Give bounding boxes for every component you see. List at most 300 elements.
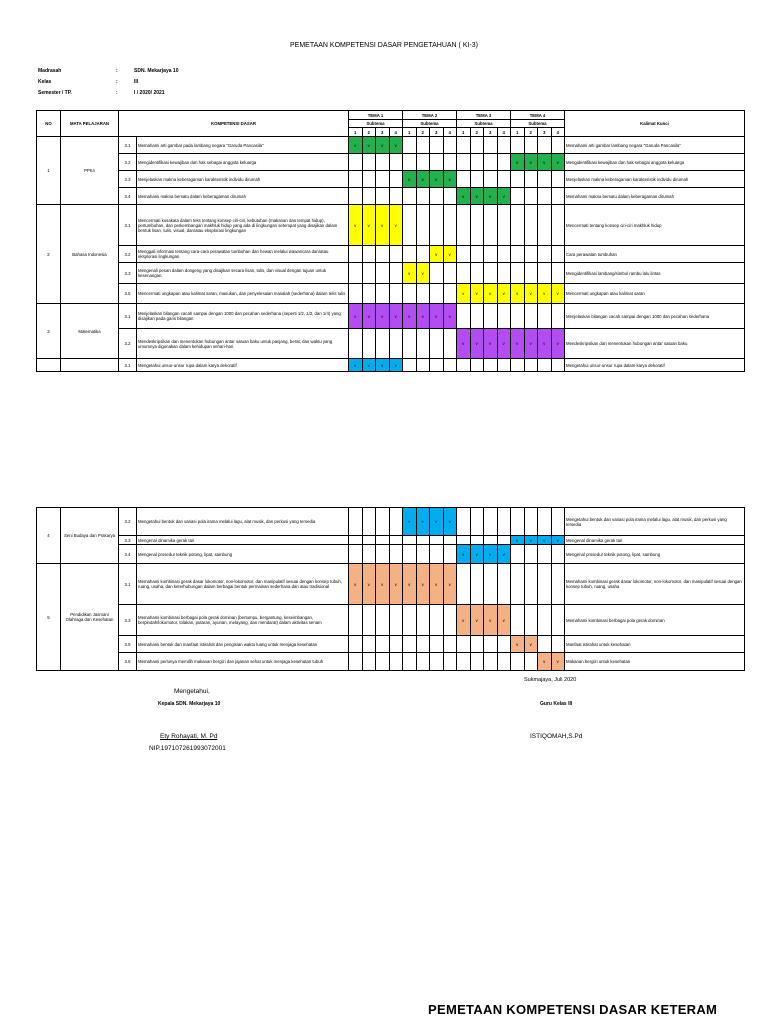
kd-code: 3.6 [119,653,137,671]
empty-cell [538,359,552,372]
empty-cell [349,188,363,205]
check-cell: v [376,205,390,246]
info-value: III [134,79,139,85]
info-semester [38,90,338,97]
empty-cell [416,605,430,636]
check-cell: v [416,508,430,536]
kalimat-kunci-text: Menjelaskan bilangan cacah sampai dengan 1000 dan pecahan sederhana [565,304,745,329]
kalimat-kunci-text: Manfaat istirahat untuk kesehatan [565,636,745,653]
check-cell: v [362,205,376,246]
check-cell: v [376,137,390,154]
empty-cell [389,188,403,205]
kd-text: Memahami kombinasi berbagai pola gerak dominan (bertumpu, bergantung, keseimbangan, berpindah/lokomotor, tolakan, putaran, ayunan, melayang, dan mendarat) dalam aktivitas senam [137,605,349,636]
info-value: I / 2020/ 2021 [134,90,165,96]
empty-cell [349,536,363,545]
empty-cell [416,359,430,372]
empty-cell [376,545,390,564]
check-cell: v [403,508,417,536]
check-cell: v [497,329,511,359]
kalimat-kunci-text: Memahami kombinasi berbagai pola gerak dominan [565,605,745,636]
check-cell: v [457,284,471,304]
empty-cell [430,636,444,653]
check-cell: v [376,564,390,605]
empty-cell [470,154,484,171]
empty-cell [524,359,538,372]
empty-cell [551,564,565,605]
check-cell: v [430,508,444,536]
empty-cell [524,605,538,636]
empty-cell [538,205,552,246]
check-cell: v [511,329,525,359]
empty-cell [349,508,363,536]
empty-cell [349,329,363,359]
empty-cell [416,284,430,304]
subject-name: PPKn [61,137,119,205]
empty-cell [362,605,376,636]
empty-cell [538,137,552,154]
header-subtema-number: 3 [538,128,552,137]
check-cell: v [416,263,430,284]
check-cell: v [376,304,390,329]
kd-code: 3.4 [119,545,137,564]
empty-cell [349,263,363,284]
check-cell: v [470,545,484,564]
empty-cell [349,284,363,304]
empty-cell [470,536,484,545]
check-cell: v [538,653,552,671]
empty-cell [470,564,484,605]
empty-cell [376,605,390,636]
kd-code: 3.3 [119,605,137,636]
kd-code: 3.3 [119,536,137,545]
kalimat-kunci-text: Memahami kombinasi gerak dasar lokomotor, non-lokomotor, dan manipulatif sesuai dengan konsep tubuh, ruang, usaha [565,564,745,605]
empty-cell [511,653,525,671]
check-cell: v [349,205,363,246]
table-row [37,636,745,653]
table-row [37,508,745,536]
empty-cell [457,359,471,372]
subject-name [61,359,119,372]
empty-cell [376,508,390,536]
empty-cell [403,605,417,636]
header-tema-2: TEMA 2 [403,111,457,120]
empty-cell [524,246,538,263]
check-cell: v [430,246,444,263]
header-subtema: Subtema [457,120,511,128]
kd-text: Mengidentifikasi kewajiban dan hak sebagai anggota keluarga [137,154,349,171]
empty-cell [484,171,498,188]
place-date: Sukmajaya, Juli 2020 [524,677,577,683]
empty-cell [511,304,525,329]
table-row [37,137,745,154]
empty-cell [497,508,511,536]
empty-cell [376,171,390,188]
table-row [37,545,745,564]
table-row [37,605,745,636]
kd-code: 3.1 [119,304,137,329]
check-cell: v [484,605,498,636]
empty-cell [497,653,511,671]
check-cell: v [484,329,498,359]
empty-cell [457,154,471,171]
kalimat-kunci-text: Mencermati ungkapan atau kalimat saran [565,284,745,304]
check-cell: v [511,154,525,171]
empty-cell [484,564,498,605]
empty-cell [416,545,430,564]
check-cell: v [524,329,538,359]
kd-code: 3.2 [119,154,137,171]
info-colon: : [116,79,118,85]
check-cell: v [538,284,552,304]
header-subtema-number: 4 [497,128,511,137]
empty-cell [430,263,444,284]
empty-cell [457,171,471,188]
table-row [37,188,745,205]
header-subtema-number: 1 [403,128,417,137]
empty-cell [538,564,552,605]
empty-cell [443,636,457,653]
empty-cell [416,188,430,205]
check-cell: v [362,359,376,372]
empty-cell [376,653,390,671]
empty-cell [443,545,457,564]
empty-cell [389,246,403,263]
check-cell: v [511,536,525,545]
header-subtema: Subtema [511,120,565,128]
kd-table-part1 [36,110,745,372]
empty-cell [430,329,444,359]
empty-cell [349,246,363,263]
check-cell: v [538,329,552,359]
empty-cell [470,636,484,653]
empty-cell [470,653,484,671]
empty-cell [376,284,390,304]
kd-text: Mencermati ungkapan atau kalimat saran, masukan, dan penyelesaian masalah (sederhana) dalam teks tulis [137,284,349,304]
empty-cell [403,284,417,304]
check-cell: v [362,137,376,154]
kd-text: Memahami arti gambar pada lambang negara "Garuda Pancasila" [137,137,349,154]
check-cell: v [457,188,471,205]
check-cell: v [349,137,363,154]
empty-cell [511,263,525,284]
check-cell: v [443,171,457,188]
empty-cell [362,154,376,171]
empty-cell [362,545,376,564]
check-cell: v [538,536,552,545]
kd-code: 3.5 [119,636,137,653]
empty-cell [430,545,444,564]
subject-name: Seni Budaya dan Prakarya [61,508,119,564]
subject-number: 1 [37,137,61,205]
empty-cell [551,137,565,154]
kd-text: Menjelaskan bilangan cacah sampai dengan 1000 dan pecahan sederhana (seperti 1/2, 1/3, dan 1/4) yang disajikan pada garis bilangan [137,304,349,329]
empty-cell [416,154,430,171]
subject-number: 4 [37,508,61,564]
empty-cell [362,284,376,304]
empty-cell [484,246,498,263]
kalimat-kunci-text: Mengidentifikasi kewajiban dan hak sebagai anggota keluarga [565,154,745,171]
check-cell: v [484,188,498,205]
kd-text: Mengetahui bentuk dan variasi pola irama melalui lagu, alat musik, dan perkusi yang tersedia [137,508,349,536]
empty-cell [362,653,376,671]
kd-text: Mencermati kosakata dalam teks tentang konsep ciri-ciri, kebutuhan (makanan dan tempat hidup), pertumbuhan, dan perkembangan makhluk hidup yang ada di lingkungan setempat yang disajikan dalam bentuk lisan, tulis, visual, dan/atau eksplorasi lingkungan [137,205,349,246]
next-page-title: PEMETAAN KOMPETENSI DASAR KETERAM [428,1002,718,1017]
kalimat-kunci-text: Mengidentifikasi lambang/simbol rambu lalu lintas [565,263,745,284]
empty-cell [403,545,417,564]
empty-cell [403,246,417,263]
header-subtema-number: 3 [376,128,390,137]
empty-cell [497,359,511,372]
empty-cell [389,263,403,284]
empty-cell [443,284,457,304]
table-row [37,246,745,263]
empty-cell [538,636,552,653]
empty-cell [457,205,471,246]
check-cell: v [551,653,565,671]
subject-number: 5 [37,564,61,671]
empty-cell [551,545,565,564]
check-cell: v [403,171,417,188]
check-cell: v [349,564,363,605]
empty-cell [497,246,511,263]
check-cell: v [389,564,403,605]
header-tema-3: TEMA 3 [457,111,511,120]
empty-cell [511,359,525,372]
empty-cell [470,304,484,329]
empty-cell [470,205,484,246]
empty-cell [524,171,538,188]
empty-cell [403,329,417,359]
empty-cell [551,636,565,653]
kd-code: 3.2 [119,246,137,263]
empty-cell [484,636,498,653]
header-subtema-number: 3 [430,128,444,137]
check-cell: v [416,564,430,605]
check-cell: v [416,304,430,329]
subject-number: 3 [37,304,61,359]
empty-cell [497,137,511,154]
empty-cell [362,508,376,536]
empty-cell [430,536,444,545]
kd-code: 3.2 [119,329,137,359]
empty-cell [362,246,376,263]
header-subtema: Subtema [403,120,457,128]
table-row [37,653,745,671]
check-cell: v [511,284,525,304]
check-cell: v [511,636,525,653]
info-madrasah [38,68,338,75]
info-kelas [38,79,338,86]
check-cell: v [524,536,538,545]
empty-cell [362,329,376,359]
check-cell: v [376,359,390,372]
kd-text: Mengetahui unsur-unsur rupa dalam karya dekoratif [137,359,349,372]
info-colon: : [116,90,118,96]
check-cell: v [389,359,403,372]
empty-cell [470,137,484,154]
empty-cell [511,508,525,536]
empty-cell [443,154,457,171]
empty-cell [430,137,444,154]
empty-cell [389,536,403,545]
empty-cell [457,137,471,154]
empty-cell [524,304,538,329]
check-cell: v [443,246,457,263]
header-subtema-number: 2 [362,128,376,137]
subject-name: Bahasa Indonesia [61,205,119,304]
empty-cell [443,605,457,636]
kd-code: 3.4 [119,188,137,205]
empty-cell [538,605,552,636]
empty-cell [551,246,565,263]
table-row [37,304,745,329]
check-cell: v [524,284,538,304]
empty-cell [362,171,376,188]
document-title: PEMETAAN KOMPETENSI DASAR PENGETAHUAN ( KI-3) [290,42,478,49]
check-cell: v [470,284,484,304]
kd-text: Mendeskripsikan dan menentukan hubungan antar satuan baku untuk panjang, berat, dan waktu yang umumnya digunakan dalam kehidupan sehari-hari [137,329,349,359]
table-row [37,284,745,304]
empty-cell [362,188,376,205]
guru-name: ISTIQOMAH,S.Pd [530,733,583,740]
empty-cell [443,188,457,205]
empty-cell [443,137,457,154]
header-subtema: Subtema [349,120,403,128]
check-cell: v [362,304,376,329]
empty-cell [551,359,565,372]
empty-cell [362,636,376,653]
empty-cell [416,329,430,359]
check-cell: v [443,564,457,605]
empty-cell [443,329,457,359]
empty-cell [430,653,444,671]
header-subtema-number: 2 [524,128,538,137]
empty-cell [484,508,498,536]
check-cell: v [524,154,538,171]
empty-cell [457,508,471,536]
empty-cell [551,508,565,536]
kd-text: Memahami makna bersatu dalam keberagaman dirumah [137,188,349,205]
empty-cell [362,536,376,545]
kalimat-kunci-text: Mendeskripsikan dan menentukan hubungan antar satuan baku [565,329,745,359]
kd-text: Menjelaskan makna keberagaman karakteristik individu dirumah [137,171,349,188]
kd-code: 3.5 [119,284,137,304]
empty-cell [538,188,552,205]
header-subtema-number: 1 [511,128,525,137]
empty-cell [470,508,484,536]
empty-cell [389,653,403,671]
empty-cell [538,545,552,564]
empty-cell [470,359,484,372]
empty-cell [403,653,417,671]
header-mapel: MATA PELAJARAN [61,111,119,137]
empty-cell [511,137,525,154]
header-tema-1: TEMA 1 [349,111,403,120]
kd-text: Memahami bentuk dan manfaat istirahat dan pengisian waktu luang untuk menjaga kesehatan [137,636,349,653]
empty-cell [376,263,390,284]
empty-cell [389,636,403,653]
empty-cell [403,137,417,154]
empty-cell [443,205,457,246]
empty-cell [511,246,525,263]
kalimat-kunci-text: Menjelaskan makna keberagaman karakteristik individu dirumah [565,171,745,188]
check-cell: v [416,171,430,188]
header-subtema-number: 1 [457,128,471,137]
check-cell: v [457,605,471,636]
empty-cell [457,564,471,605]
kd-code: 3.3 [119,263,137,284]
table-row [37,171,745,188]
info-label: Kelas [38,79,52,85]
empty-cell [362,263,376,284]
kd-text: Mengenal dinamika gerak tari [137,536,349,545]
guru-title: Guru Kelas III [540,701,573,707]
check-cell: v [538,154,552,171]
empty-cell [349,605,363,636]
header-subtema-number: 4 [551,128,565,137]
check-cell: v [551,536,565,545]
empty-cell [416,246,430,263]
check-cell: v [349,304,363,329]
header-subtema-number: 4 [443,128,457,137]
empty-cell [524,564,538,605]
kd-code: 3.1 [119,205,137,246]
empty-cell [551,263,565,284]
empty-cell [497,263,511,284]
empty-cell [376,246,390,263]
check-cell: v [551,154,565,171]
empty-cell [551,304,565,329]
empty-cell [524,188,538,205]
empty-cell [538,304,552,329]
header-subtema-number: 3 [484,128,498,137]
empty-cell [551,605,565,636]
kd-code: 3.1 [119,564,137,605]
empty-cell [538,171,552,188]
empty-cell [457,536,471,545]
empty-cell [538,508,552,536]
kd-code: 3.1 [119,359,137,372]
empty-cell [403,188,417,205]
empty-cell [403,536,417,545]
empty-cell [430,188,444,205]
empty-cell [524,263,538,284]
check-cell: v [403,564,417,605]
info-value: SDN. Mekarjaya 10 [134,68,179,74]
empty-cell [484,359,498,372]
empty-cell [457,636,471,653]
check-cell: v [470,188,484,205]
kalimat-kunci-text: Mengenal dinamika gerak tari [565,536,745,545]
kepala-nip: NIP.197107261993072001 [149,745,226,752]
empty-cell [443,536,457,545]
kepala-title: Kepala SDN. Mekarjaya 10 [158,701,221,707]
subject-name: Pendidikan Jasmani Olahraga dan Kesehatan [61,564,119,671]
empty-cell [443,653,457,671]
kd-code: 3.3 [119,171,137,188]
empty-cell [497,205,511,246]
empty-cell [376,329,390,359]
empty-cell [430,154,444,171]
header-tema-4: TEMA 4 [511,111,565,120]
check-cell: v [403,304,417,329]
empty-cell [484,154,498,171]
kalimat-kunci-text: Makanan bergizi untuk kesehatan [565,653,745,671]
kd-code: 3.2 [119,508,137,536]
empty-cell [484,205,498,246]
check-cell: v [470,605,484,636]
check-cell: v [497,605,511,636]
